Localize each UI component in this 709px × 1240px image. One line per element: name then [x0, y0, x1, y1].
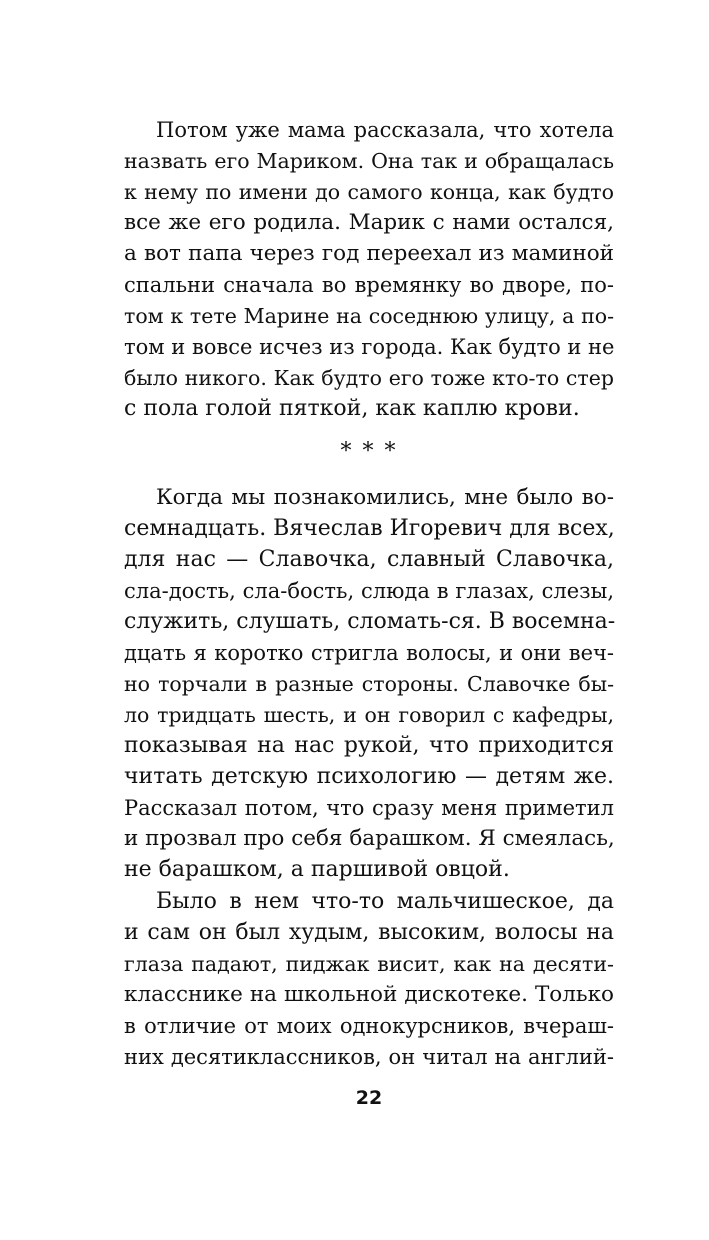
text-line: в отличие от моих однокурсников, вчераш-	[124, 1014, 614, 1038]
text-line: том к тете Марине на соседнюю улицу, а по-	[124, 304, 614, 328]
text-line: сла-дость, сла-бость, слюда в глазах, слезы,	[124, 579, 614, 603]
text-line: назвать его Мариком. Она так и обращалась	[124, 149, 614, 173]
text-line: семнадцать. Вячеслав Игоревич для всех,	[124, 516, 615, 541]
text-line: служить, слушать, сломать-ся. В восемна-	[124, 609, 616, 634]
text-line: дцать я коротко стригла волосы, и они веч-	[124, 641, 614, 665]
text-line: класснике на школьной дискотеке. Только	[124, 982, 614, 1007]
text-line: читать детскую психологию — детям же.	[124, 764, 614, 789]
text-line: для нас — Славочка, славный Славочка,	[124, 547, 614, 572]
text-line: глаза падают, пиджак висит, как на десяти-	[124, 952, 614, 976]
text-line: и сам он был худым, высоким, волосы на	[124, 920, 614, 945]
section-separator: * * *	[340, 439, 398, 464]
text-line: с пола голой пяткой, как каплю крови.	[124, 396, 580, 421]
text-line: не барашком, а паршивой овцой.	[124, 857, 510, 882]
text-line: Было в нем что-то мальчишеское, да	[156, 889, 614, 914]
text-line: Рассказал потом, что сразу меня приметил	[124, 796, 614, 820]
text-line: том и вовсе исчез из города. Как будто и не	[124, 335, 615, 359]
text-line: Потом уже мама рассказала, что хотела	[156, 118, 614, 142]
text-line: но торчали в разные стороны. Славочке бы-	[124, 672, 614, 696]
page-number: 22	[355, 1087, 383, 1109]
text-line: показывая на нас рукой, что приходится	[124, 733, 614, 758]
text-line: Когда мы познакомились, мне было во-	[156, 485, 614, 510]
text-line: них десятиклассников, он читал на англий-	[124, 1045, 614, 1069]
text-line: к нему по имени до самого конца, как будто	[124, 180, 614, 204]
text-line: и прозвал про себя барашком. Я смеялась,	[124, 826, 615, 851]
text-line: было никого. Как будто его тоже кто-то стер	[124, 366, 614, 390]
text-line: а вот папа через год переехал из маминой	[124, 241, 614, 266]
text-line: ло тридцать шесть, и он говорил с кафедры,	[124, 703, 614, 727]
text-line: спальни сначала во времянку во дворе, по-	[124, 273, 614, 297]
text-line: все же его родила. Марик с нами остался,	[124, 210, 614, 235]
